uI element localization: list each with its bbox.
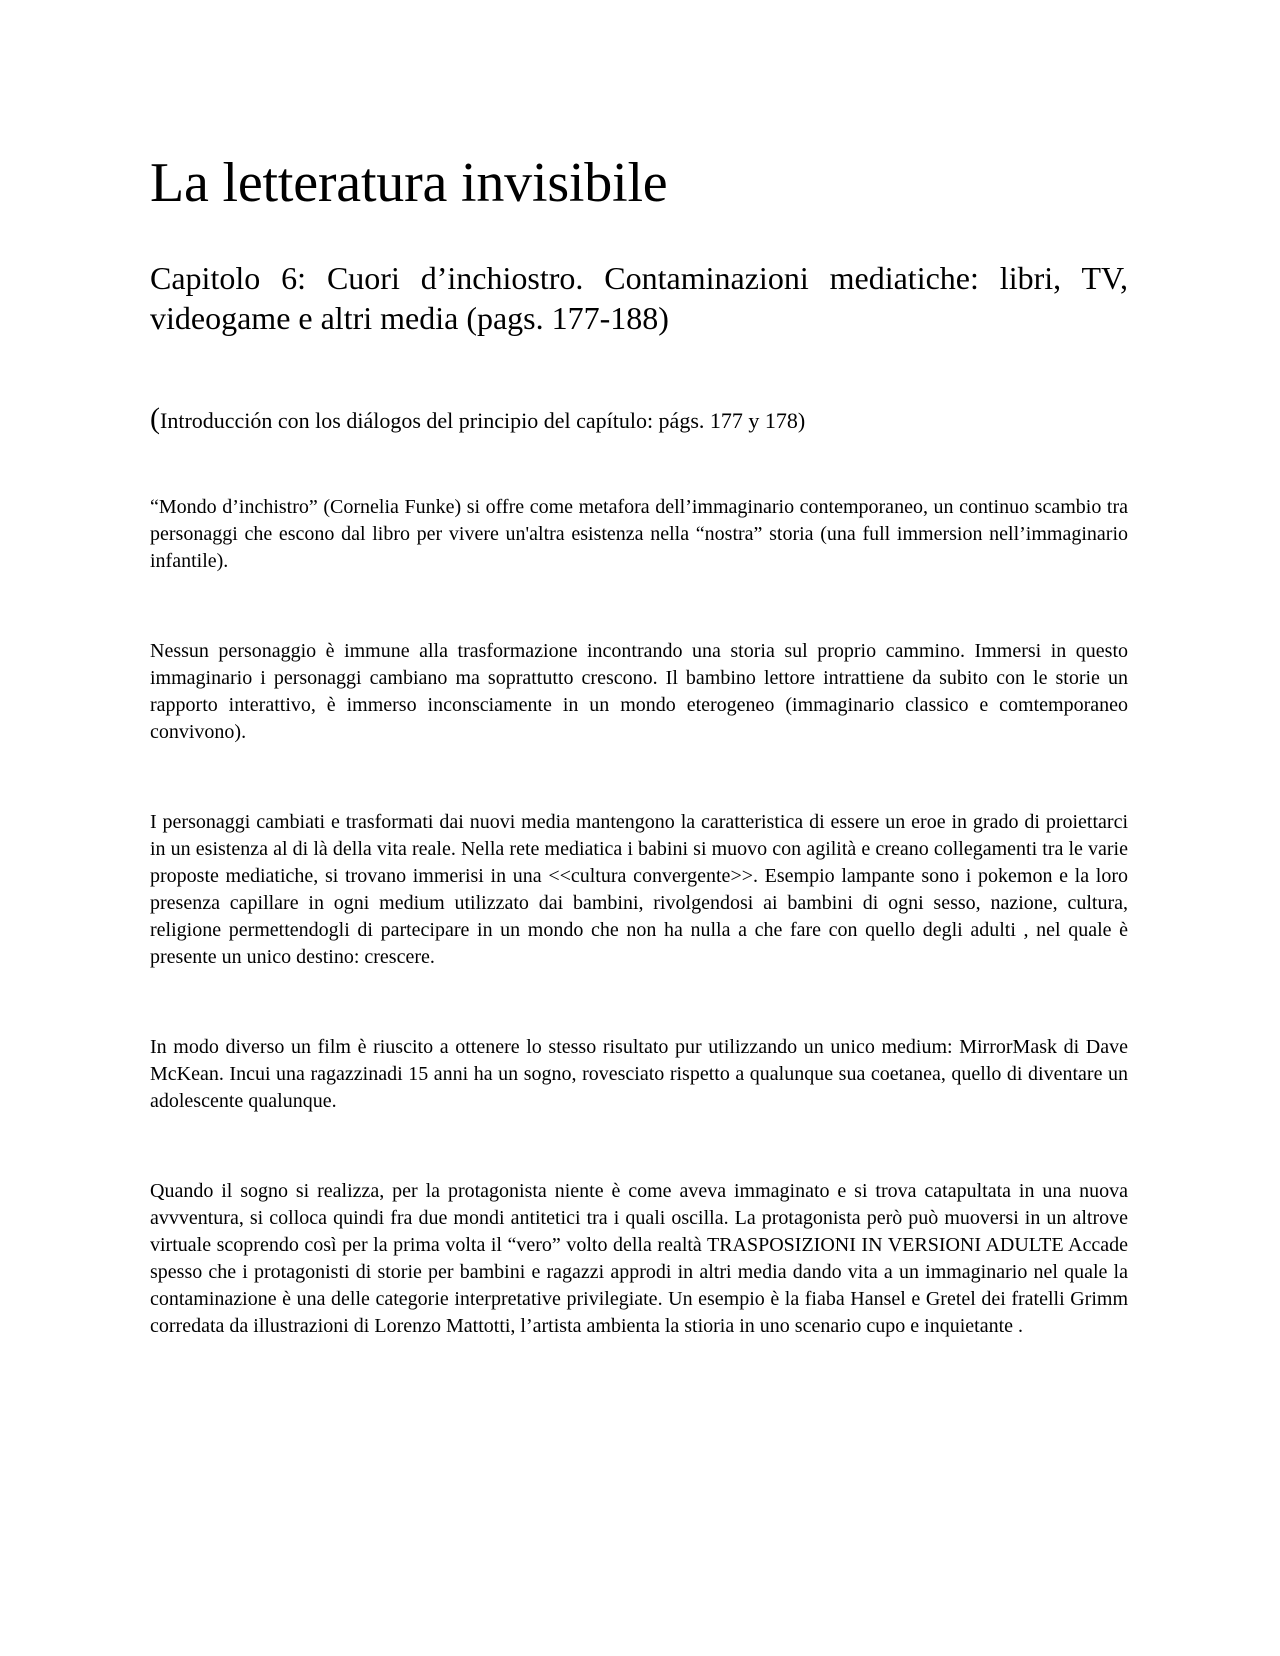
document-title: La letteratura invisibile [150,152,668,214]
paragraph-3: I personaggi cambiati e trasformati dai nuovi media mantengono la caratteristica di essere un eroe in grado di proiettarci in un esistenza al di là della vita reale. Nella rete mediatica i babini si muovo con agilità e creano collegamenti tra le varie proposte mediatiche, si trovano immerisi in una <<cultura convergente>>. Esempio lampante sono i pokemon e la loro presenza capillare in ogni medium utilizzato dai bambini, rivolgendosi ai bambini di ogni sesso, nazione, cultura, religione permettendogli di partecipare in un mondo che non ha nulla a che fare con quello degli adulti , nel quale è presente un unico destino: crescere. [150,811,1128,968]
paragraph-4: In modo diverso un film è riuscito a ottenere lo stesso risultato pur utilizzando un unico medium: MirrorMask di Dave McKean. Incui una ragazzinadi 15 anni ha un sogno, rovesciato rispetto a qualunque sua coetanea, quello di diventare un adolescente qualunque. [150,1036,1128,1112]
intro-note [150,404,1128,436]
paragraph-5: Quando il sogno si realizza, per la protagonista niente è come aveva immaginato e si trova catapultata in una nuova avvventura, si colloca quindi fra due mondi antitetici tra i quali oscilla. La protagonista però può muoversi in un altrove virtuale scoprendo così per la prima volta il “vero” volto della realtà TRASPOSIZIONI IN VERSIONI ADULTE Accade spesso che i protagonisti di storie per bambini e ragazzi approdi in altri media dando vita a un immaginario nel quale la contaminazione è una delle categorie interpretative privilegiate. Un esempio è la fiaba Hansel e Gretel dei fratelli Grimm corredata da illustrazioni di Lorenzo Mattotti, l’artista ambienta la stioria in uno scenario cupo e inquietante . [150,1180,1128,1337]
intro-note-text: Introducción con los diálogos del principio del capítulo: págs. 177 y 178) [160,408,806,433]
paragraph-1: “Mondo d’inchistro” (Cornelia Funke) si offre come metafora dell’immaginario contemporaneo, un continuo scambio tra personaggi che escono dal libro per vivere un'altra esistenza nella “nostra” storia (una full immersion nell’immaginario infantile). [150,496,1128,572]
chapter-heading: Capitolo 6: Cuori d’inchiostro. Contaminazioni mediatiche: libri, TV, videogame e altri media (pags. 177-188) [150,260,1128,336]
paragraph-2: Nessun personaggio è immune alla trasformazione incontrando una storia sul proprio cammino. Immersi in questo immaginario i personaggi cambiano ma soprattutto crescono. Il bambino lettore intrattiene da subito con le storie un rapporto interattivo, è immerso inconsciamente in un mondo eterogeneo (immaginario classico e comtemporaneo convivono). [150,640,1128,743]
document-body [150,150,1128,1340]
intro-note-open-paren: ( [150,402,160,435]
